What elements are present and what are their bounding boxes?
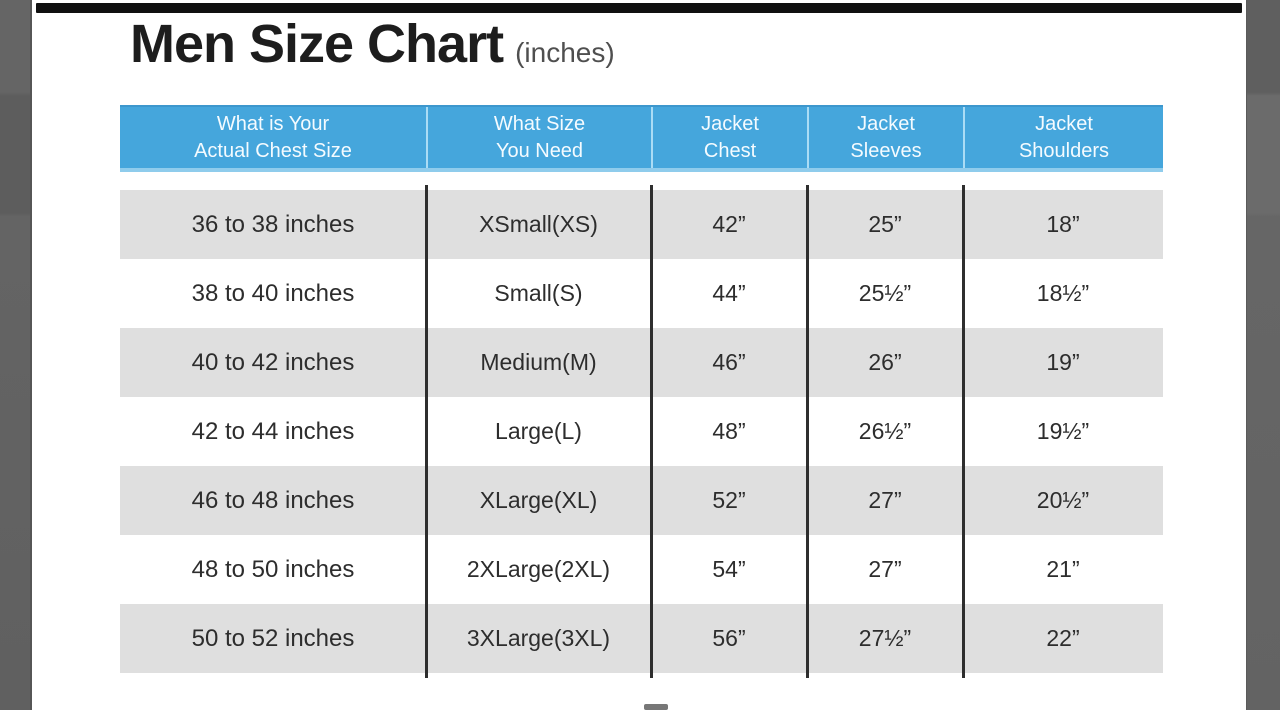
cell-size-name: 2XLarge(2XL) <box>466 556 611 582</box>
cell-jacket-chest: 56” <box>712 625 746 651</box>
table-body <box>120 190 1163 673</box>
cell-chest-range: 42 to 44 inches <box>191 417 355 445</box>
cell-size-name: XSmall(XS) <box>479 211 598 237</box>
table-row <box>120 535 1163 604</box>
header-jacket-chest <box>651 107 807 168</box>
cell-jacket-chest: 44” <box>712 280 746 306</box>
table-row <box>120 604 1163 673</box>
letterbox-right-bar <box>1246 0 1280 710</box>
header-line: Jacket <box>1035 112 1093 135</box>
table-row <box>120 328 1163 397</box>
cell-chest-range: 50 to 52 inches <box>191 624 355 652</box>
cell-chest-range: 48 to 50 inches <box>191 555 355 583</box>
table-header-row <box>120 105 1163 172</box>
cell-size-name: Medium(M) <box>480 349 597 375</box>
header-line: You Need <box>495 139 584 162</box>
cell-chest-range: 36 to 38 inches <box>191 210 355 238</box>
table-row <box>120 259 1163 328</box>
men-size-chart-table <box>120 105 1163 673</box>
cell-jacket-sleeves: 27½” <box>858 625 912 651</box>
header-line: Jacket <box>701 112 759 135</box>
cell-jacket-sleeves: 27” <box>868 556 902 582</box>
table-row <box>120 397 1163 466</box>
header-line: Sleeves <box>850 139 922 162</box>
cell-jacket-shoulders: 22” <box>1046 625 1080 651</box>
cell-jacket-sleeves: 25” <box>868 211 902 237</box>
column-divider <box>650 185 653 678</box>
header-actual-chest-size <box>120 107 426 168</box>
cell-jacket-chest: 46” <box>712 349 746 375</box>
cell-size-name: XLarge(XL) <box>479 487 598 513</box>
cell-chest-range: 38 to 40 inches <box>191 279 355 307</box>
cell-jacket-sleeves: 27” <box>868 487 902 513</box>
header-size-you-need <box>426 107 651 168</box>
table-row <box>120 466 1163 535</box>
cell-jacket-shoulders: 18” <box>1046 211 1080 237</box>
cell-chest-range: 46 to 48 inches <box>191 486 355 514</box>
header-jacket-shoulders <box>963 107 1163 168</box>
cell-jacket-sleeves: 26½” <box>858 418 912 444</box>
header-line: Chest <box>703 139 757 162</box>
title-unit-label: (inches) <box>515 37 615 68</box>
cell-jacket-shoulders: 18½” <box>1036 280 1090 306</box>
header-line: Actual Chest Size <box>194 139 352 162</box>
cell-chest-range: 40 to 42 inches <box>191 348 355 376</box>
cell-jacket-shoulders: 19½” <box>1036 418 1090 444</box>
header-jacket-sleeves <box>807 107 963 168</box>
letterbox-left-bar <box>0 0 32 710</box>
header-line: Shoulders <box>1018 139 1110 162</box>
cell-jacket-sleeves: 26” <box>868 349 902 375</box>
top-black-bar <box>36 3 1242 13</box>
header-line: Jacket <box>857 112 915 135</box>
cell-jacket-shoulders: 21” <box>1046 556 1080 582</box>
cell-jacket-chest: 48” <box>712 418 746 444</box>
header-line: What is Your <box>216 112 330 135</box>
cell-size-name: 3XLarge(3XL) <box>466 625 611 651</box>
cell-jacket-shoulders: 19” <box>1046 349 1080 375</box>
cell-jacket-chest: 52” <box>712 487 746 513</box>
cell-jacket-chest: 54” <box>712 556 746 582</box>
header-line: What Size <box>493 112 586 135</box>
bottom-edge-artifact <box>644 704 668 710</box>
page-title: Men Size Chart <box>130 14 504 74</box>
cell-jacket-shoulders: 20½” <box>1036 487 1090 513</box>
cell-size-name: Large(L) <box>495 418 582 444</box>
column-divider <box>806 185 809 678</box>
cell-jacket-chest: 42” <box>712 211 746 237</box>
table-row <box>120 190 1163 259</box>
column-divider <box>962 185 965 678</box>
column-divider <box>425 185 428 678</box>
cell-jacket-sleeves: 25½” <box>858 280 912 306</box>
cell-size-name: Small(S) <box>494 280 583 306</box>
page-title-row <box>130 14 615 74</box>
